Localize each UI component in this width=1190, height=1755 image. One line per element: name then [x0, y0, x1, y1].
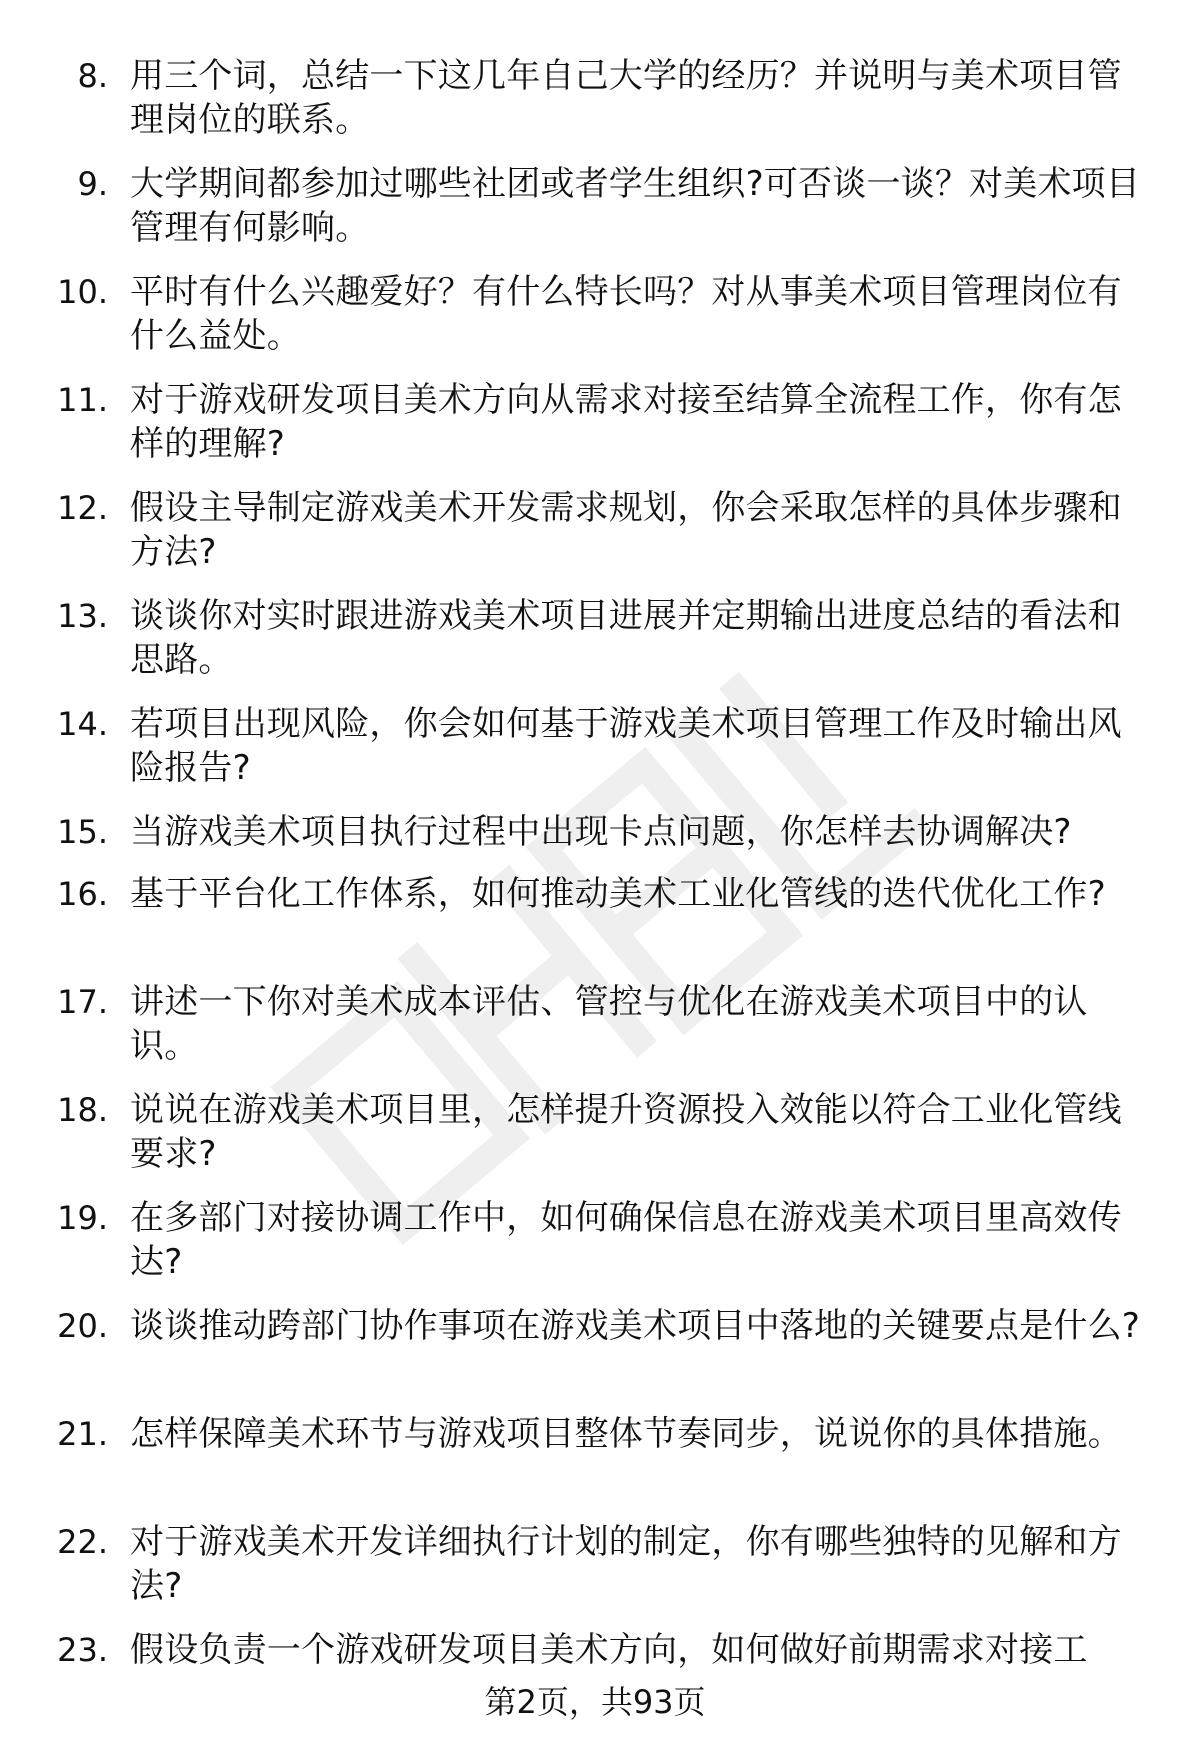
question-text: 谈谈你对实时跟进游戏美术项目进展并定期输出进度总结的看法和思路。: [130, 596, 1122, 680]
question-number: 10.: [57, 273, 108, 311]
question-text: 对于游戏研发项目美术方向从需求对接至结算全流程工作，你有怎样的理解?: [130, 380, 1122, 464]
question-number: 14.: [57, 705, 108, 743]
question-item: [0, 1412, 1190, 1520]
question-number: 23.: [57, 1631, 108, 1669]
question-text: 大学期间都参加过哪些社团或者学生组织?可否谈一谈？对美术项目管理有何影响。: [130, 164, 1141, 248]
question-number: 19.: [57, 1199, 108, 1237]
question-number: 16.: [57, 875, 108, 913]
question-text: 平时有什么兴趣爱好？有什么特长吗？对从事美术项目管理岗位有什么益处。: [130, 272, 1122, 356]
question-item: [0, 1520, 1190, 1628]
question-number: 12.: [57, 489, 108, 527]
question-text: 当游戏美术项目执行过程中出现卡点问题，你怎样去协调解决?: [130, 812, 1072, 852]
question-item: [0, 162, 1190, 270]
question-text: 基于平台化工作体系，如何推动美术工业化管线的迭代优化工作?: [130, 874, 1106, 914]
question-number: 17.: [57, 983, 108, 1021]
question-number: 18.: [57, 1091, 108, 1129]
question-number: 20.: [57, 1307, 108, 1345]
question-text: 说说在游戏美术项目里，怎样提升资源投入效能以符合工业化管线要求?: [130, 1090, 1122, 1174]
question-item: [0, 486, 1190, 594]
question-item: [0, 702, 1190, 810]
question-number: 13.: [57, 597, 108, 635]
question-item: [0, 378, 1190, 486]
question-number: 8.: [77, 57, 108, 95]
question-item: [0, 594, 1190, 702]
question-text: 若项目出现风险，你会如何基于游戏美术项目管理工作及时输出风险报告?: [130, 704, 1122, 788]
question-number: 22.: [57, 1523, 108, 1561]
question-item: [0, 1196, 1190, 1304]
page-footer: 第2页，共93页: [484, 1683, 706, 1721]
question-text: 用三个词，总结一下这几年自己大学的经历？并说明与美术项目管理岗位的联系。: [130, 56, 1122, 140]
question-item: [0, 1088, 1190, 1196]
question-item: [0, 872, 1190, 980]
question-item: [0, 810, 1190, 872]
question-number: 21.: [57, 1415, 108, 1453]
question-text: 假设负责一个游戏研发项目美术方向，如何做好前期需求对接工: [130, 1630, 1088, 1670]
question-number: 9.: [77, 165, 108, 203]
question-text: 怎样保障美术环节与游戏项目整体节奏同步，说说你的具体措施。: [130, 1414, 1122, 1454]
question-text: 在多部门对接协调工作中，如何确保信息在游戏美术项目里高效传达?: [130, 1198, 1122, 1282]
question-number: 15.: [57, 813, 108, 851]
question-text: 谈谈推动跨部门协作事项在游戏美术项目中落地的关键要点是什么?: [130, 1306, 1141, 1346]
question-text: 假设主导制定游戏美术开发需求规划，你会采取怎样的具体步骤和方法?: [130, 488, 1122, 572]
question-item: [0, 54, 1190, 162]
question-number: 11.: [57, 381, 108, 419]
question-list: [0, 54, 1190, 1690]
question-item: [0, 270, 1190, 378]
question-text: 讲述一下你对美术成本评估、管控与优化在游戏美术项目中的认识。: [130, 982, 1088, 1066]
question-item: [0, 980, 1190, 1088]
question-text: 对于游戏美术开发详细执行计划的制定，你有哪些独特的见解和方法?: [130, 1522, 1122, 1606]
question-item: [0, 1304, 1190, 1412]
